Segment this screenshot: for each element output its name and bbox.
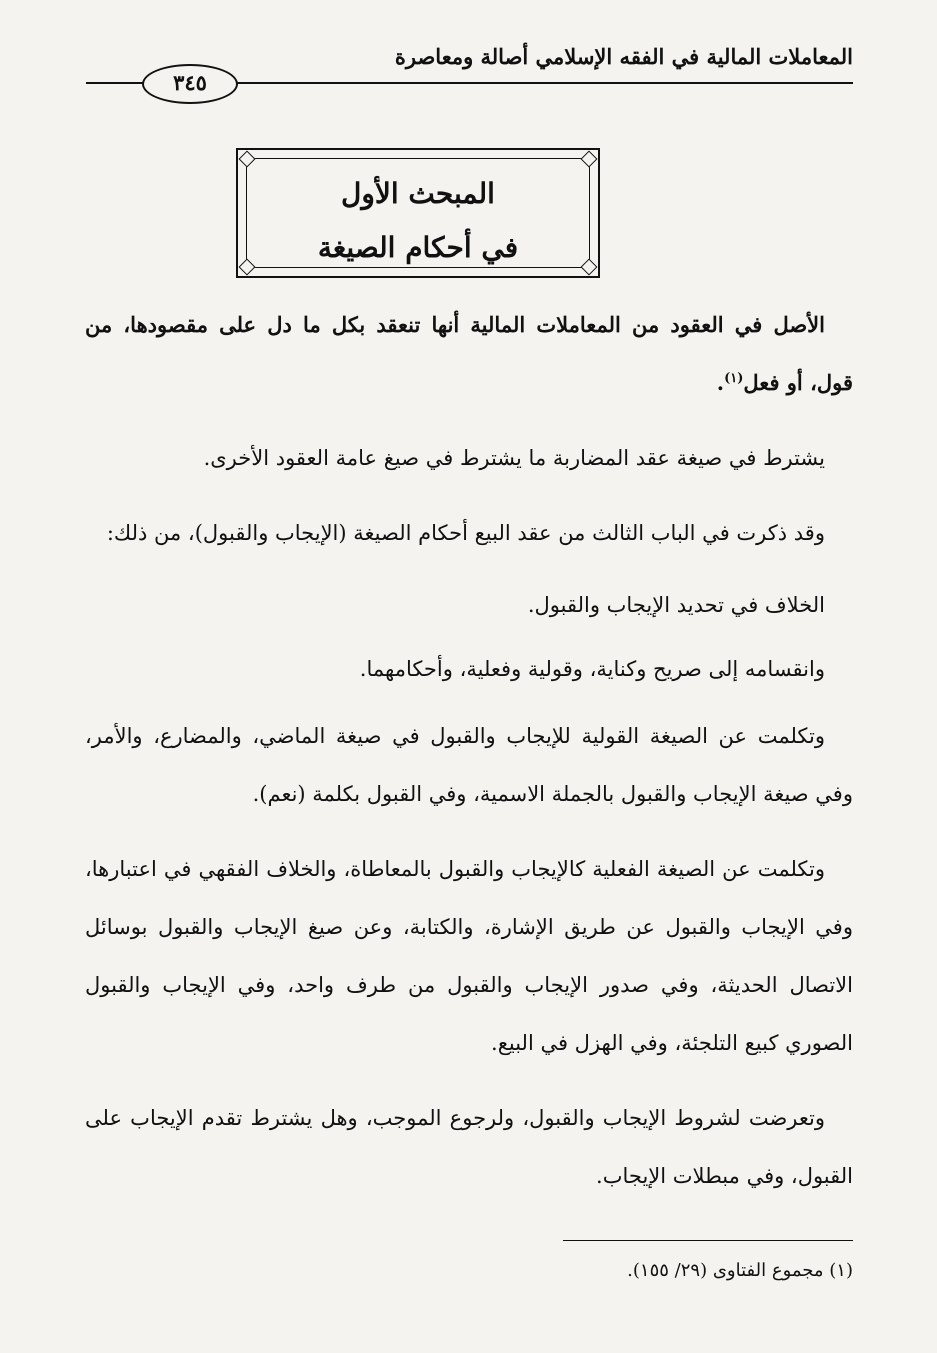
paragraph-7: وتكلمت عن الصيغة الفعلية كالإيجاب والقبول بالمعاطاة، والخلاف الفقهي في اعتبارها، وفي الإيجاب والقبول عن طريق الإشارة، والكتابة، وعن صيغ الإيجاب والقبول بوسائل الاتصال الحديثة، وفي صدور الإيجاب والقبول من طرف واحد، وفي الإيجاب والقبول الصوري كبيع التلجئة، وفي الهزل في البيع. (85, 857, 853, 1055)
section-title-line1: المبحث الأول (341, 177, 495, 210)
running-title: المعاملات المالية في الفقه الإسلامي أصالة ومعاصرة (394, 44, 853, 69)
footnote-rule (563, 1240, 853, 1241)
paragraph-6: وتكلمت عن الصيغة القولية للإيجاب والقبول في صيغة الماضي، والمضارع، والأمر، وفي صيغة الإيجاب والقبول بالجملة الاسمية، وفي القبول بكلمة (نعم). (85, 724, 853, 806)
footnote-reference[interactable]: (١) (724, 371, 744, 386)
paragraph-8: وتعرضت لشروط الإيجاب والقبول، ولرجوع الموجب، وهل يشترط تقدم الإيجاب على القبول، وفي مبطلات الإيجاب. (85, 1106, 853, 1188)
page-number: ٣٤٥ (142, 64, 238, 104)
section-title-line2: في أحكام الصيغة (317, 231, 519, 264)
paragraph-4: الخلاف في تحديد الإيجاب والقبول. (527, 593, 825, 617)
paragraph-3: وقد ذكرت في الباب الثالث من عقد البيع أحكام الصيغة (الإيجاب والقبول)، من ذلك: (106, 521, 825, 545)
paragraph-1 (85, 296, 853, 412)
paragraph-1-text: الأصل في العقود من المعاملات المالية أنها تنعقد بكل ما دل على مقصودها، من قول، أو فعل (85, 312, 853, 395)
body-text (85, 296, 853, 1222)
section-title-box (236, 148, 600, 278)
frame-corner-ornament (239, 151, 256, 168)
footnote-1: (١) مجموع الفتاوى (٢٩/ ١٥٥). (627, 1260, 853, 1281)
section-title-inner-frame (246, 158, 590, 268)
paragraph-2: يشترط في صيغة عقد المضاربة ما يشترط في صيغ عامة العقود الأخرى. (203, 446, 825, 470)
paragraph-5: وانقسامه إلى صريح وكناية، وقولية وفعلية، وأحكامهما. (359, 657, 825, 681)
paragraph-1-end: . (716, 370, 725, 395)
frame-corner-ornament (581, 151, 598, 168)
